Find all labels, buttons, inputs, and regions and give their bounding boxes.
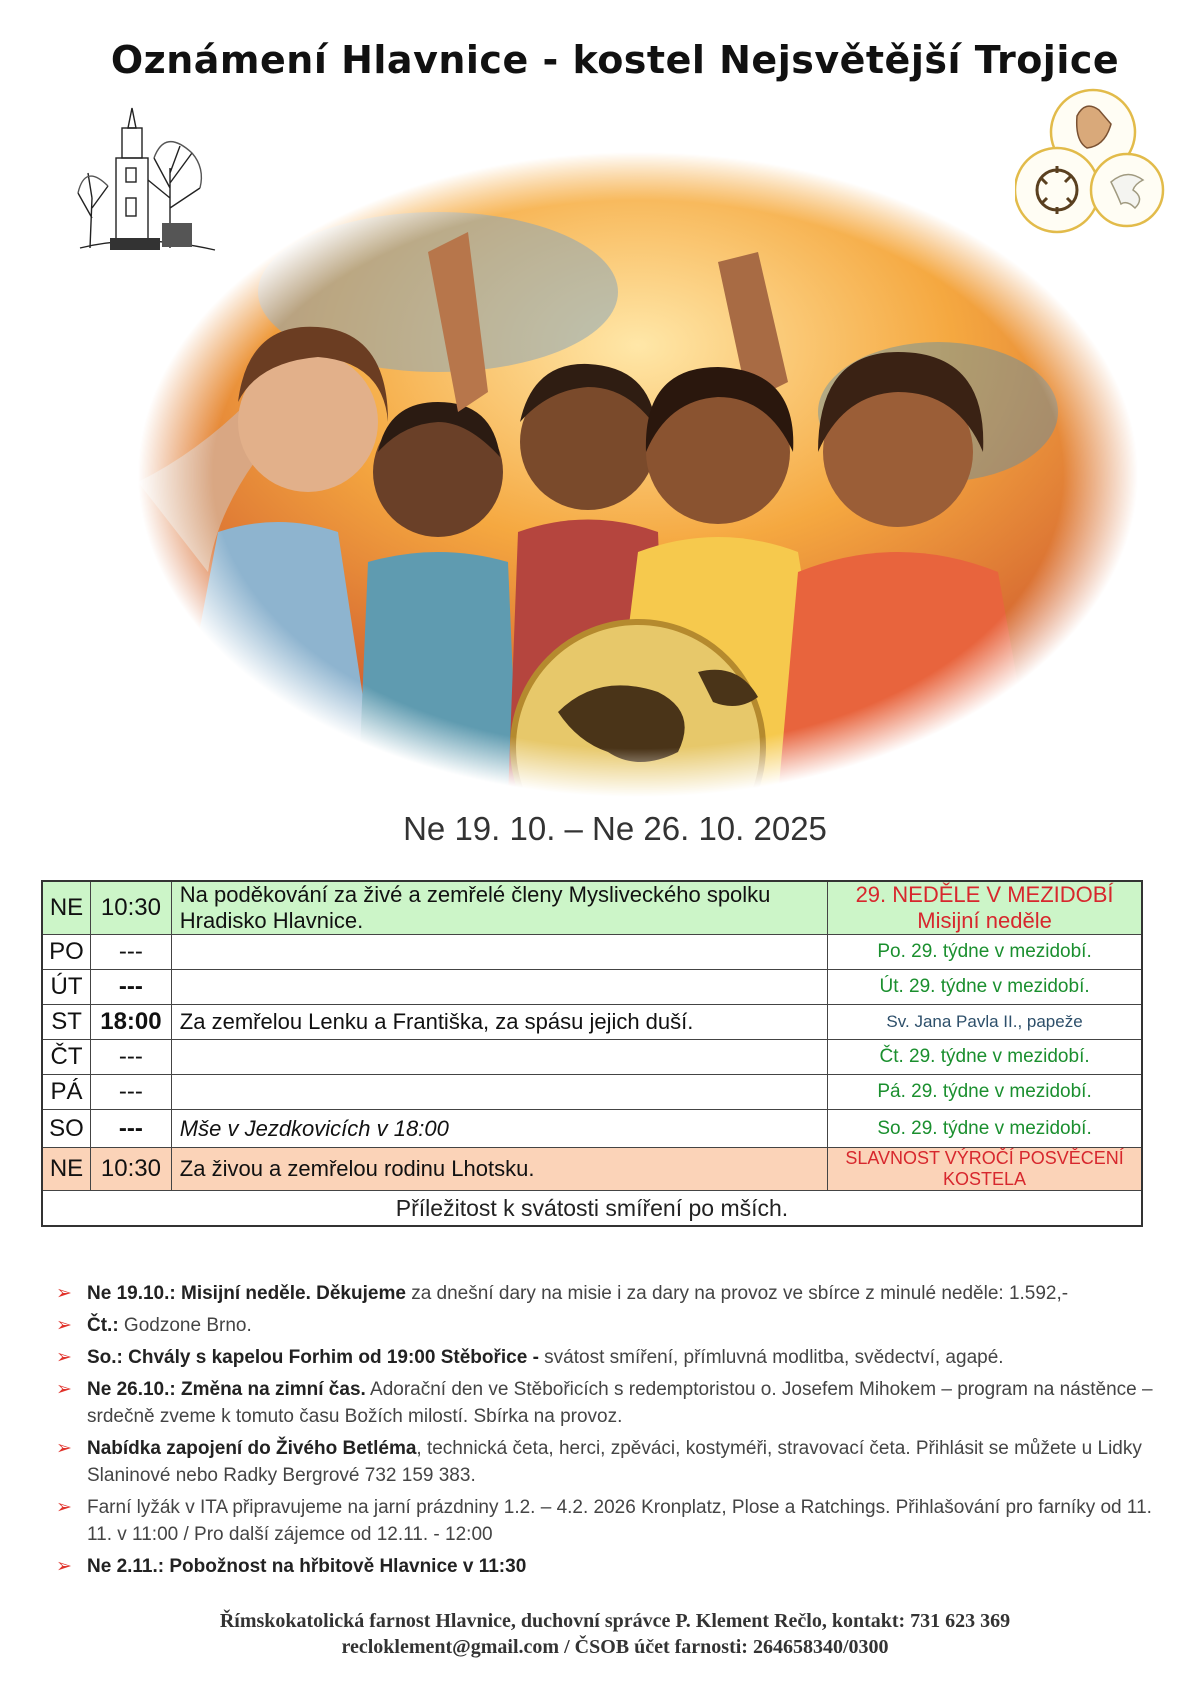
time-cell: --- (91, 935, 172, 970)
liturgy-cell (828, 881, 1142, 935)
list-item (56, 1553, 1156, 1580)
liturgy-cell: Čt. 29. týdne v mezidobí. (828, 1040, 1142, 1075)
announcement-text: Godzone Brno. (118, 1315, 252, 1336)
liturgy-line: KOSTELA (943, 1169, 1027, 1189)
announcement-text: svátost smíření, přímluvná modlitba, svědectví, agapé. (538, 1347, 1004, 1368)
list-item (56, 1376, 1156, 1430)
intention-cell: Za zemřelou Lenku a Františka, za spásu jejich duší. (171, 1005, 827, 1040)
trinity-symbol-icon (1015, 86, 1165, 236)
parish-email-account: recloklement@gmail.com / ČSOB účet farnosti: 264658340/0300 (341, 1636, 889, 1658)
time-cell: --- (91, 1040, 172, 1075)
announcements-list (56, 1280, 1156, 1585)
table-row (42, 970, 1142, 1005)
mass-schedule-table (41, 880, 1143, 1227)
table-footer-row (42, 1191, 1142, 1227)
liturgy-cell (828, 1148, 1142, 1191)
list-item (56, 1312, 1156, 1339)
day-cell: ST (42, 1005, 91, 1040)
day-cell: NE (42, 1148, 91, 1191)
intention-cell: Za živou a zemřelou rodinu Lhotsku. (171, 1148, 827, 1191)
intention-cell: Na poděkování za živé a zemřelé členy Mysliveckého spolku Hradisko Hlavnice. (171, 881, 827, 935)
arrow-bullet-icon: ➢ (56, 1315, 72, 1336)
arrow-bullet-icon: ➢ (56, 1347, 72, 1368)
date-range: Ne 19. 10. – Ne 26. 10. 2025 (403, 810, 827, 847)
announcement-highlight: Čt.: (87, 1315, 119, 1336)
intention-cell (171, 1040, 827, 1075)
day-cell: NE (42, 881, 91, 935)
table-row (42, 1005, 1142, 1040)
announcement-highlight: Ne 26.10.: Změna na zimní čas. (87, 1379, 366, 1400)
announcement-highlight: Ne 19.10.: Misijní neděle. Děkujeme (87, 1283, 406, 1304)
announcement-text: Adorační den ve Stěbořicích s redemptoristou o. Josefem Mihokem – program na nástěnce – srdečně zveme k tomuto času Božích milostí. Sbírka na provoz. (87, 1379, 1153, 1427)
liturgy-line: SLAVNOST VÝROČÍ POSVĚCENÍ (845, 1148, 1124, 1168)
time-cell: --- (91, 1075, 172, 1110)
time-cell: 10:30 (91, 881, 172, 935)
liturgy-cell: Po. 29. týdne v mezidobí. (828, 935, 1142, 970)
table-row (42, 1148, 1142, 1191)
intention-cell (171, 970, 827, 1005)
day-cell: PO (42, 935, 91, 970)
table-row (42, 1040, 1142, 1075)
arrow-bullet-icon: ➢ (56, 1379, 72, 1400)
day-cell: ČT (42, 1040, 91, 1075)
announcement-highlight: Ne 2.11.: Pobožnost na hřbitově Hlavnice v 11:30 (87, 1556, 527, 1577)
church-sketch-icon (70, 98, 220, 273)
table-row (42, 881, 1142, 935)
time-cell: 18:00 (91, 1005, 172, 1040)
list-item (56, 1435, 1156, 1489)
time-cell: --- (91, 970, 172, 1005)
day-cell: SO (42, 1110, 91, 1148)
liturgy-cell: So. 29. týdne v mezidobí. (828, 1110, 1142, 1148)
announcement-text: Farní lyžák v ITA připravujeme na jarní prázdniny 1.2. – 4.2. 2026 Kronplatz, Plose a Ratchings. Přihlašování pro farníky od 11. 11. v 11:00 / Pro další zájemce od 12.11. - 12:00 (87, 1497, 1152, 1545)
time-cell: --- (91, 1110, 172, 1148)
intention-cell: Mše v Jezdkovicích v 18:00 (171, 1110, 827, 1148)
list-item (56, 1280, 1156, 1307)
page-title: Oznámení Hlavnice - kostel Nejsvětější Trojice (110, 38, 1120, 82)
arrow-bullet-icon: ➢ (56, 1283, 72, 1304)
parish-footer (0, 1608, 1190, 1660)
liturgy-line: Misijní neděle (917, 908, 1052, 933)
announcement-text: , technická četa, herci, zpěváci, kostyméři, stravovací četa. Přihlásit se můžete u Lidky Slaninové nebo Radky Bergrové 732 159 383. (87, 1438, 1142, 1486)
liturgy-cell: Pá. 29. týdne v mezidobí. (828, 1075, 1142, 1110)
arrow-bullet-icon: ➢ (56, 1438, 72, 1459)
children-illustration (138, 152, 1138, 797)
intention-cell (171, 1075, 827, 1110)
table-row (42, 1075, 1142, 1110)
intention-cell (171, 935, 827, 970)
announcement-highlight: So.: Chvály s kapelou Forhim od 19:00 Stěbořice - (87, 1347, 539, 1368)
liturgy-cell: Út. 29. týdne v mezidobí. (828, 970, 1142, 1005)
day-cell: PÁ (42, 1075, 91, 1110)
table-row (42, 1110, 1142, 1148)
liturgy-cell: Sv. Jana Pavla II., papeže (828, 1005, 1142, 1040)
liturgy-line: 29. NEDĚLE V MEZIDOBÍ (855, 882, 1114, 907)
announcement-text: za dnešní dary na misie i za dary na provoz ve sbírce z minulé neděle: 1.592,- (405, 1283, 1069, 1304)
parish-contact: Římskokatolická farnost Hlavnice, duchovní správce P. Klement Rečlo, kontakt: 731 623 369 (219, 1610, 1011, 1632)
list-item (56, 1344, 1156, 1371)
list-item (56, 1494, 1156, 1548)
arrow-bullet-icon: ➢ (56, 1556, 72, 1577)
day-cell: ÚT (42, 970, 91, 1005)
arrow-bullet-icon: ➢ (56, 1497, 72, 1518)
table-row (42, 935, 1142, 970)
announcement-highlight: Nabídka zapojení do Živého Betléma (87, 1438, 417, 1459)
confession-note: Příležitost k svátosti smíření po mších. (42, 1191, 1142, 1227)
time-cell: 10:30 (91, 1148, 172, 1191)
